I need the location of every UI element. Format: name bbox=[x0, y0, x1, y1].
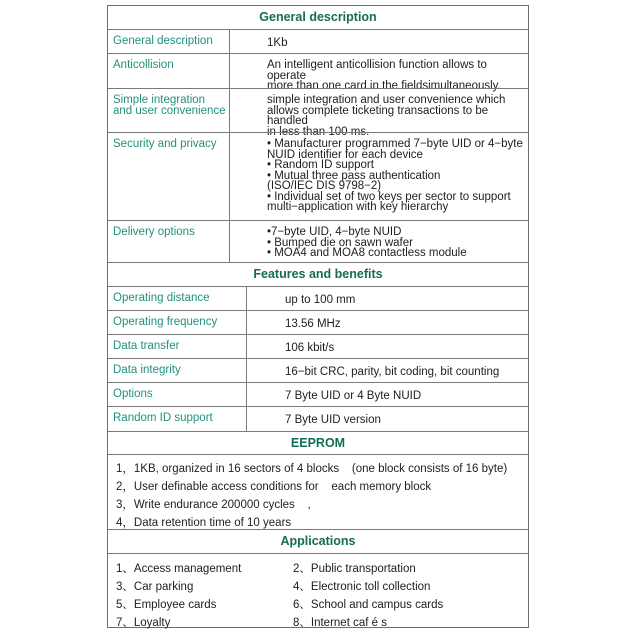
table-row bbox=[108, 88, 528, 138]
section-title: Applications bbox=[280, 534, 356, 548]
row-label: Delivery options bbox=[113, 226, 195, 238]
row-value: 1Kb bbox=[267, 37, 288, 49]
table-row bbox=[108, 382, 528, 406]
column-divider bbox=[229, 54, 230, 88]
row-value: 7 Byte UID version bbox=[285, 414, 381, 426]
column-divider bbox=[246, 335, 247, 358]
table-row bbox=[108, 29, 528, 53]
column-divider bbox=[246, 383, 247, 406]
table-row bbox=[108, 286, 528, 310]
table-row bbox=[108, 220, 528, 262]
row-value: up to 100 mm bbox=[285, 294, 356, 306]
section-title: EEPROM bbox=[290, 436, 346, 450]
row-label: Options bbox=[113, 388, 153, 400]
table-row bbox=[108, 406, 528, 431]
row-value: • Manufacturer programmed 7−byte UID or 4−byte NUID identifier for each device • Random ID support • Mutual three pass authentication (ISO/IEC DIS 9798−2) • Individual set of two keys per sector to support multi−application with key hierarchy bbox=[267, 138, 523, 213]
row-label: Data integrity bbox=[113, 364, 181, 376]
table-row bbox=[108, 334, 528, 358]
row-label: Anticollision bbox=[113, 59, 174, 71]
row-value: 16−bit CRC, parity, bit coding, bit counting bbox=[285, 366, 500, 378]
section-header-features bbox=[108, 262, 528, 286]
row-label: Simple integration and user convenience bbox=[113, 94, 226, 117]
row-value: 13.56 MHz bbox=[285, 318, 341, 330]
section-title: General description bbox=[259, 10, 377, 24]
row-label: General description bbox=[113, 35, 213, 47]
row-label: Data transfer bbox=[113, 340, 180, 352]
row-label: Random ID support bbox=[113, 412, 213, 424]
row-label: Security and privacy bbox=[113, 138, 217, 150]
list-item: 8、Internet caf é s bbox=[293, 617, 387, 629]
column-divider bbox=[229, 221, 230, 262]
section-title: Features and benefits bbox=[253, 267, 383, 281]
column-divider bbox=[246, 287, 247, 310]
list-item: 2、Public transportation bbox=[293, 563, 416, 575]
row-value: 7 Byte UID or 4 Byte NUID bbox=[285, 390, 422, 402]
column-divider bbox=[246, 359, 247, 382]
column-divider bbox=[229, 133, 230, 220]
section-header-eeprom bbox=[108, 431, 528, 454]
column-divider bbox=[246, 407, 247, 431]
table-row bbox=[108, 53, 528, 92]
section-header-applications bbox=[108, 529, 528, 553]
list-item: 5、Employee cards bbox=[116, 599, 217, 611]
list-item: 1、Access management bbox=[116, 563, 242, 575]
row-label: Operating distance bbox=[113, 292, 210, 304]
applications-list bbox=[108, 553, 528, 628]
list-item: 6、School and campus cards bbox=[293, 599, 444, 611]
row-value: 106 kbit/s bbox=[285, 342, 335, 354]
list-item: 2，User definable access conditions for each memory block bbox=[116, 481, 432, 493]
row-label: Operating frequency bbox=[113, 316, 218, 328]
eeprom-list bbox=[108, 454, 528, 529]
list-item: 7、Loyalty bbox=[116, 617, 171, 629]
row-value: •7−byte UID, 4−byte NUID • Bumped die on sawn wafer • MOA4 and MOA8 contactless module bbox=[267, 226, 467, 259]
list-item: 4，Data retention time of 10 years bbox=[116, 517, 292, 529]
table-row bbox=[108, 310, 528, 334]
list-item: 3、Car parking bbox=[116, 581, 194, 593]
list-item: 4、Electronic toll collection bbox=[293, 581, 431, 593]
spec-table bbox=[107, 5, 529, 628]
column-divider bbox=[229, 30, 230, 53]
column-divider bbox=[229, 89, 230, 132]
section-header-general bbox=[108, 6, 528, 29]
row-value: An intelligent anticollision function allows to operate more than one card in the fieldsimultaneously. bbox=[267, 59, 501, 92]
table-row bbox=[108, 132, 528, 220]
table-row bbox=[108, 358, 528, 382]
list-item: 1，1KB, organized in 16 sectors of 4 blocks (one block consists of 16 byte) bbox=[116, 463, 508, 475]
list-item: 3，Write endurance 200000 cycles , bbox=[116, 499, 311, 511]
row-value: simple integration and user convenience which allows complete ticketing transactions to be handled in less than 100 ms. bbox=[267, 94, 506, 138]
column-divider bbox=[246, 311, 247, 334]
